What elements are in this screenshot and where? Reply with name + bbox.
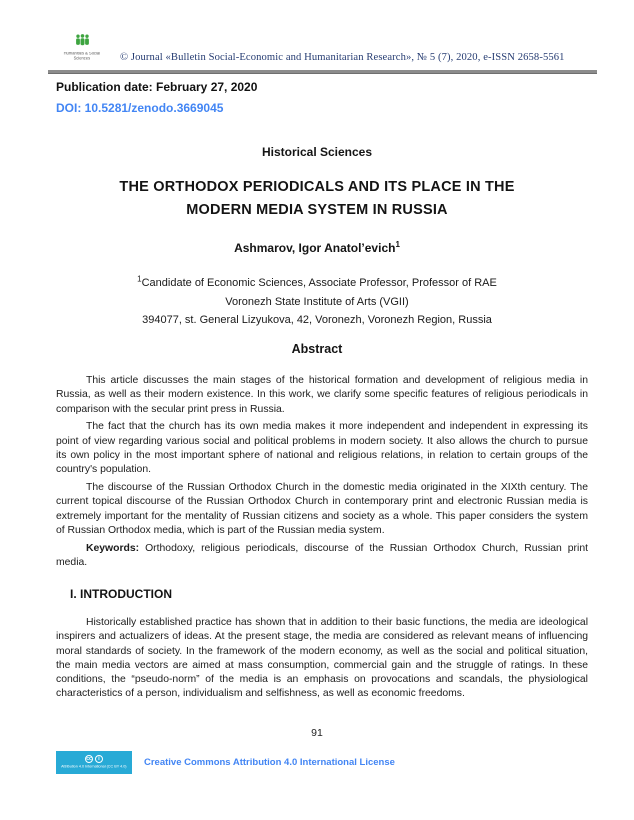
people-icon bbox=[74, 34, 91, 52]
title-line-2: MODERN MEDIA SYSTEM IN RUSSIA bbox=[186, 202, 448, 218]
author-name: Ashmarov, Igor Anatol’evich bbox=[234, 241, 396, 255]
journal-header bbox=[56, 34, 597, 66]
page-number: 91 bbox=[311, 727, 323, 739]
journal-logo bbox=[56, 34, 108, 66]
doi-link[interactable]: DOI: 10.5281/zenodo.3669045 bbox=[56, 101, 224, 115]
article-title bbox=[40, 176, 594, 222]
keywords-paragraph bbox=[56, 542, 588, 571]
affiliation-line-3: 394077, st. General Lizyukova, 42, Voronezh, Voronezh Region, Russia bbox=[142, 314, 492, 326]
affiliation-line-2: Voronezh State Institute of Arts (VGII) bbox=[225, 295, 409, 308]
affiliation-line-1: $^1$Candidate of Economic Sciences, Associate Professor, Professor of RAE bbox=[137, 274, 497, 289]
by-icon: i bbox=[95, 755, 103, 763]
author-superscript: 1 bbox=[395, 240, 400, 249]
abstract-body bbox=[56, 374, 588, 574]
journal-title-line: © Journal «Bulletin Social-Economic and Humanitarian Research», № 5 (7), 2020, e-ISSN 2658-5561 bbox=[120, 52, 565, 63]
header-divider bbox=[48, 70, 597, 74]
abstract-paragraph-3: The discourse of the Russian Orthodox Church in the domestic media originated in the XIXth century. The current topical discourse of the Russian Orthodox Church in contemporary print and electronic Russian media is extremely important for the mentality of Russian citizens and society as a whole. This paper considers the system of Russian Orthodox media, which is part of the Russian media system. bbox=[56, 482, 588, 536]
section-heading: Historical Sciences bbox=[261, 145, 373, 159]
introduction-body bbox=[56, 616, 588, 705]
keywords-text: Orthodoxy, religious periodicals, discourse of the Russian Orthodox Church, Russian print media. bbox=[56, 542, 588, 569]
cc-icon: cc i bbox=[85, 755, 103, 763]
cc-badge-caption: Attribution 4.0 International (CC BY 4.0) bbox=[61, 765, 127, 769]
license-link[interactable]: Creative Commons Attribution 4.0 International License bbox=[144, 757, 395, 768]
author-line bbox=[0, 241, 634, 255]
publication-date: Publication date: February 27, 2020 bbox=[56, 80, 258, 94]
abstract-heading: Abstract bbox=[291, 342, 343, 356]
introduction-paragraph-1: Historically established practice has shown that in addition to their basic functions, the media are ideological inspirers and actualizers of ideas. At the present stage, the media are considered as relevant means of influencing moral standards of society. In the framework of the modern economy, as well as the social and political situation, the main media vectors are aimed at mass consumption, commercial gain and the struggle of ratings. In these conditions, the “pseudo-norm” of the media is an emphasis on provocations and scandals, the physiological characteristics of a person, individualism and selfishness, as well as economic freedoms. bbox=[56, 617, 588, 700]
affiliation-superscript: 1 bbox=[137, 274, 142, 284]
license-row bbox=[56, 751, 395, 774]
affiliation-block bbox=[0, 274, 634, 330]
cc-by-badge[interactable] bbox=[56, 751, 132, 774]
title-line-1: THE ORTHODOX PERIODICALS AND ITS PLACE IN THE bbox=[119, 179, 515, 195]
abstract-paragraph-2: The fact that the church has its own media makes it more independent and independent in expressing its point of view regarding various social and political problems in modern society. It also allows the church to pursue its own policy in the most important sphere of national and religious relations, in relation to certain groups of the country's population. bbox=[56, 421, 588, 476]
introduction-heading: I. INTRODUCTION bbox=[70, 587, 172, 601]
keywords-label: Keywords: bbox=[86, 542, 140, 554]
logo-caption: Humanities & Social Sciences bbox=[63, 52, 101, 61]
abstract-paragraph-1: This article discusses the main stages of the historical formation and development of religious media in Russia, as well as their modern existence. In this work, we clarify some specific features of religious periodicals in comparison with the secular print press in Russia. bbox=[56, 375, 588, 415]
